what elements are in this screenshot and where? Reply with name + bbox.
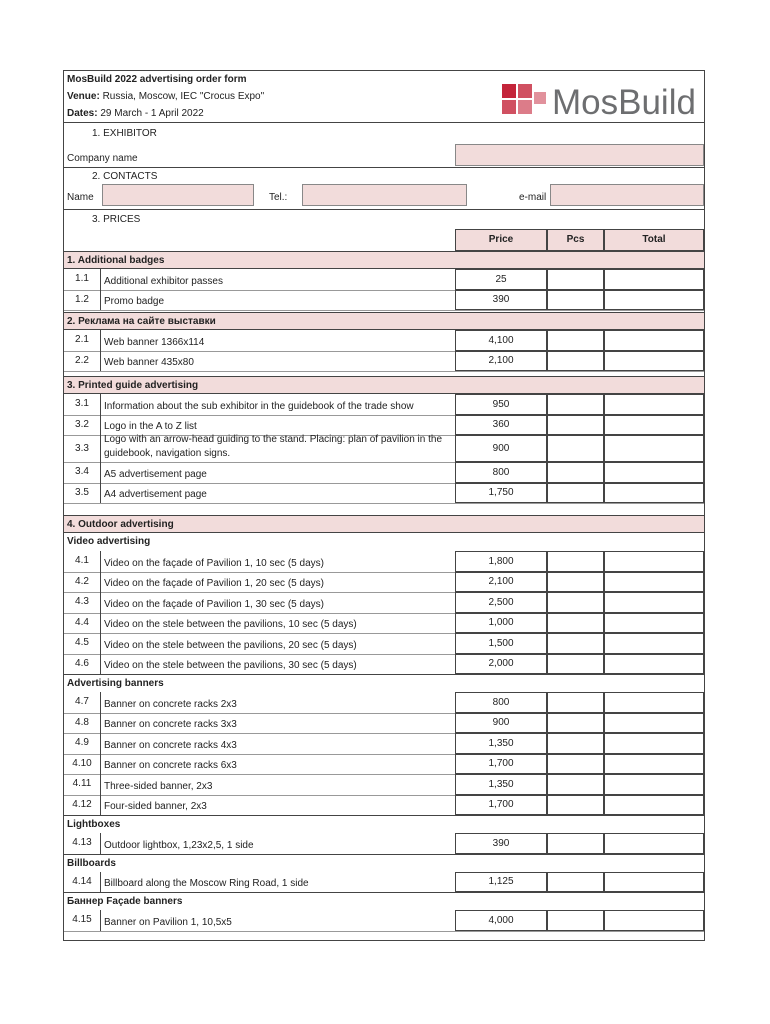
name-field[interactable]: [102, 184, 254, 206]
item-pcs-field[interactable]: [547, 833, 604, 854]
item-total-field[interactable]: [604, 435, 704, 462]
table-row: [64, 290, 704, 311]
item-number: 2.1: [64, 330, 101, 351]
item-number: 4.3: [64, 592, 101, 613]
group-header: Advertising banners: [64, 674, 704, 691]
item-total-field[interactable]: [604, 713, 704, 734]
table-row: [64, 435, 704, 462]
item-price: 390: [455, 290, 547, 311]
item-pcs-field[interactable]: [547, 795, 604, 816]
row-divider: [64, 310, 704, 311]
item-price: 1,700: [455, 795, 547, 816]
item-pcs-field[interactable]: [547, 713, 604, 734]
table-row: [64, 572, 704, 593]
company-name-label: Company name: [67, 153, 138, 164]
contacts-heading: 2. CONTACTS: [92, 171, 158, 182]
item-description: Four-sided banner, 2x3: [104, 801, 207, 812]
item-pcs-field[interactable]: [547, 613, 604, 634]
section-header: 3. Printed guide advertising: [64, 376, 704, 394]
item-description: A4 advertisement page: [104, 489, 207, 500]
table-row: [64, 872, 704, 893]
item-price: 25: [455, 269, 547, 290]
dates-value: 29 March - 1 April 2022: [97, 108, 204, 119]
email-label: e-mail: [519, 192, 547, 203]
table-row: [64, 269, 704, 290]
table-row: [64, 330, 704, 351]
item-description: Three-sided banner, 2x3: [104, 780, 213, 792]
table-row: [64, 754, 704, 775]
order-form: [63, 70, 705, 941]
item-description: Video on the stele between the pavilions, 30 sec (5 days): [104, 660, 357, 671]
divider: [64, 167, 704, 168]
item-total-field[interactable]: [604, 754, 704, 775]
item-pcs-field[interactable]: [547, 872, 604, 893]
item-description: Web banner 435x80: [104, 357, 194, 368]
item-total-field[interactable]: [604, 774, 704, 795]
item-description: Video on the façade of Pavilion 1, 10 sec (5 days): [104, 557, 324, 569]
item-number: 4.1: [64, 551, 101, 572]
item-price: 390: [455, 833, 547, 854]
item-total-field[interactable]: [604, 592, 704, 613]
name-label: Name: [67, 192, 94, 203]
item-price: 1,750: [455, 483, 547, 504]
item-total-field[interactable]: [604, 910, 704, 931]
item-number: 4.12: [64, 795, 101, 816]
company-name-field[interactable]: [455, 144, 704, 166]
form-title: MosBuild 2022 advertising order form: [67, 74, 247, 85]
item-number: 3.2: [64, 415, 101, 436]
item-price: 900: [455, 713, 547, 734]
item-description: Banner on concrete racks 3x3: [104, 719, 237, 730]
price-column-header: Price: [455, 229, 547, 251]
table-row: [64, 774, 704, 795]
item-description: Additional exhibitor passes: [104, 275, 223, 287]
item-number: 3.4: [64, 462, 101, 483]
item-pcs-field[interactable]: [547, 462, 604, 483]
table-row: [64, 833, 704, 854]
item-description: Banner on Pavilion 1, 10,5x5: [104, 916, 232, 928]
item-total-field[interactable]: [604, 394, 704, 415]
item-pcs-field[interactable]: [547, 269, 604, 290]
table-row: [64, 592, 704, 613]
item-pcs-field[interactable]: [547, 351, 604, 372]
logo-square-3: [502, 100, 516, 114]
item-pcs-field[interactable]: [547, 483, 604, 504]
item-total-field[interactable]: [604, 290, 704, 311]
tel-label: Tel.:: [269, 192, 288, 203]
item-description: Video on the façade of Pavilion 1, 20 sec (5 days): [104, 578, 324, 589]
item-number: 4.13: [64, 833, 101, 854]
item-pcs-field[interactable]: [547, 654, 604, 675]
item-description: A5 advertisement page: [104, 468, 207, 480]
table-row: [64, 733, 704, 754]
table-row: [64, 483, 704, 504]
item-number: 2.2: [64, 351, 101, 372]
table-row: [64, 795, 704, 816]
item-description: Promo badge: [104, 296, 165, 307]
table-row: [64, 551, 704, 572]
tel-field[interactable]: [302, 184, 467, 206]
item-description: Billboard along the Moscow Ring Road, 1 side: [104, 878, 309, 889]
item-price: 2,100: [455, 351, 547, 372]
item-total-field[interactable]: [604, 795, 704, 816]
divider: [64, 122, 704, 123]
item-price: 1,350: [455, 733, 547, 754]
item-price: 2,500: [455, 592, 547, 613]
row-divider: [64, 931, 704, 932]
item-number: 1.1: [64, 269, 101, 290]
section-header: 4. Outdoor advertising: [64, 515, 704, 533]
item-pcs-field[interactable]: [547, 774, 604, 795]
item-pcs-field[interactable]: [547, 435, 604, 462]
item-pcs-field[interactable]: [547, 394, 604, 415]
table-row: [64, 394, 704, 415]
prices-heading: 3. PRICES: [92, 214, 141, 225]
item-total-field[interactable]: [604, 833, 704, 854]
table-row: [64, 713, 704, 734]
item-number: 3.5: [64, 483, 101, 504]
row-divider: [64, 503, 704, 504]
exhibitor-heading: 1. EXHIBITOR: [92, 128, 157, 139]
item-price: 800: [455, 692, 547, 713]
section-header: 1. Additional badges: [64, 251, 704, 269]
item-pcs-field[interactable]: [547, 551, 604, 572]
table-row: [64, 654, 704, 675]
item-number: 4.10: [64, 754, 101, 775]
group-header: Billboards: [64, 854, 704, 871]
logo-square-1: [502, 84, 516, 98]
item-total-field[interactable]: [604, 613, 704, 634]
item-pcs-field[interactable]: [547, 910, 604, 931]
item-pcs-field[interactable]: [547, 592, 604, 613]
item-price: 1,125: [455, 872, 547, 893]
item-pcs-field[interactable]: [547, 330, 604, 351]
item-number: 3.1: [64, 394, 101, 415]
item-price: 1,800: [455, 551, 547, 572]
group-header: Lightboxes: [64, 815, 704, 832]
item-price: 1,700: [455, 754, 547, 775]
item-description: Information about the sub exhibitor in the guidebook of the trade show: [104, 400, 414, 412]
item-number: 4.4: [64, 613, 101, 634]
item-pcs-field[interactable]: [547, 572, 604, 593]
table-row: [64, 692, 704, 713]
section-header: 2. Реклама на сайте выставки: [64, 312, 704, 330]
venue-label: Venue:: [67, 91, 100, 102]
item-pcs-field[interactable]: [547, 290, 604, 311]
item-number: 1.2: [64, 290, 101, 311]
item-pcs-field[interactable]: [547, 733, 604, 754]
group-header: Баннер Façade banners: [64, 892, 704, 909]
divider: [64, 209, 704, 210]
item-price: 4,000: [455, 910, 547, 931]
item-number: 4.11: [64, 774, 101, 795]
item-number: 4.15: [64, 910, 101, 931]
item-total-field[interactable]: [604, 551, 704, 572]
table-row: [64, 415, 704, 436]
item-price: 1,000: [455, 613, 547, 634]
table-row: [64, 462, 704, 483]
item-price: 1,500: [455, 633, 547, 654]
mosbuild-logo: [502, 76, 702, 118]
item-total-field[interactable]: [604, 633, 704, 654]
table-row: [64, 633, 704, 654]
item-total-field[interactable]: [604, 733, 704, 754]
item-price: 360: [455, 415, 547, 436]
item-description: Video on the stele between the pavilions, 20 sec (5 days): [104, 639, 357, 651]
item-description: Web banner 1366x114: [104, 336, 205, 348]
item-description: Banner on concrete racks 2x3: [104, 698, 237, 710]
item-description: Banner on concrete racks 4x3: [104, 739, 237, 751]
item-pcs-field[interactable]: [547, 754, 604, 775]
item-total-field[interactable]: [604, 692, 704, 713]
item-description: Video on the stele between the pavilions, 10 sec (5 days): [104, 619, 357, 630]
item-description: Outdoor lightbox, 1,23x2,5, 1 side: [104, 839, 254, 851]
item-total-field[interactable]: [604, 654, 704, 675]
item-total-field[interactable]: [604, 269, 704, 290]
item-price: 2,000: [455, 654, 547, 675]
logo-square-4: [518, 100, 532, 114]
item-total-field[interactable]: [604, 330, 704, 351]
item-price: 1,350: [455, 774, 547, 795]
total-column-header: Total: [604, 229, 704, 251]
item-pcs-field[interactable]: [547, 692, 604, 713]
logo-text: MosBuild: [552, 83, 696, 118]
table-row: [64, 910, 704, 931]
item-price: 900: [455, 435, 547, 462]
item-total-field[interactable]: [604, 872, 704, 893]
item-total-field[interactable]: [604, 415, 704, 436]
item-pcs-field[interactable]: [547, 415, 604, 436]
row-divider: [64, 371, 704, 372]
item-description: Logo with an arrow-head guiding to the stand. Placing: plan of pavilion in the guidebook, navigation signs.: [104, 434, 443, 459]
item-number: 4.9: [64, 733, 101, 754]
item-description: Video on the façade of Pavilion 1, 30 sec (5 days): [104, 598, 324, 610]
item-price: 950: [455, 394, 547, 415]
logo-square-5: [534, 92, 546, 104]
item-total-field[interactable]: [604, 351, 704, 372]
table-row: [64, 351, 704, 372]
venue-line: [67, 91, 264, 102]
table-row: [64, 613, 704, 634]
item-number: 4.8: [64, 713, 101, 734]
item-description: Logo in the A to Z list: [104, 421, 197, 432]
venue-value: Russia, Moscow, IEC "Crocus Expo": [99, 91, 265, 102]
item-total-field[interactable]: [604, 572, 704, 593]
logo-square-2: [518, 84, 532, 98]
item-price: 4,100: [455, 330, 547, 351]
item-price: 2,100: [455, 572, 547, 593]
item-number: 4.14: [64, 872, 101, 893]
group-header: Video advertising: [67, 536, 151, 547]
item-pcs-field[interactable]: [547, 633, 604, 654]
item-number: 4.5: [64, 633, 101, 654]
email-field[interactable]: [550, 184, 704, 206]
dates-line: [67, 108, 204, 119]
dates-label: Dates:: [67, 108, 98, 119]
item-number: 4.7: [64, 692, 101, 713]
item-price: 800: [455, 462, 547, 483]
item-number: 4.2: [64, 572, 101, 593]
item-total-field[interactable]: [604, 483, 704, 504]
item-total-field[interactable]: [604, 462, 704, 483]
item-description: Banner on concrete racks 6x3: [104, 760, 237, 771]
pcs-column-header: Pcs: [547, 229, 604, 251]
item-number: 3.3: [64, 435, 101, 462]
item-number: 4.6: [64, 654, 101, 675]
